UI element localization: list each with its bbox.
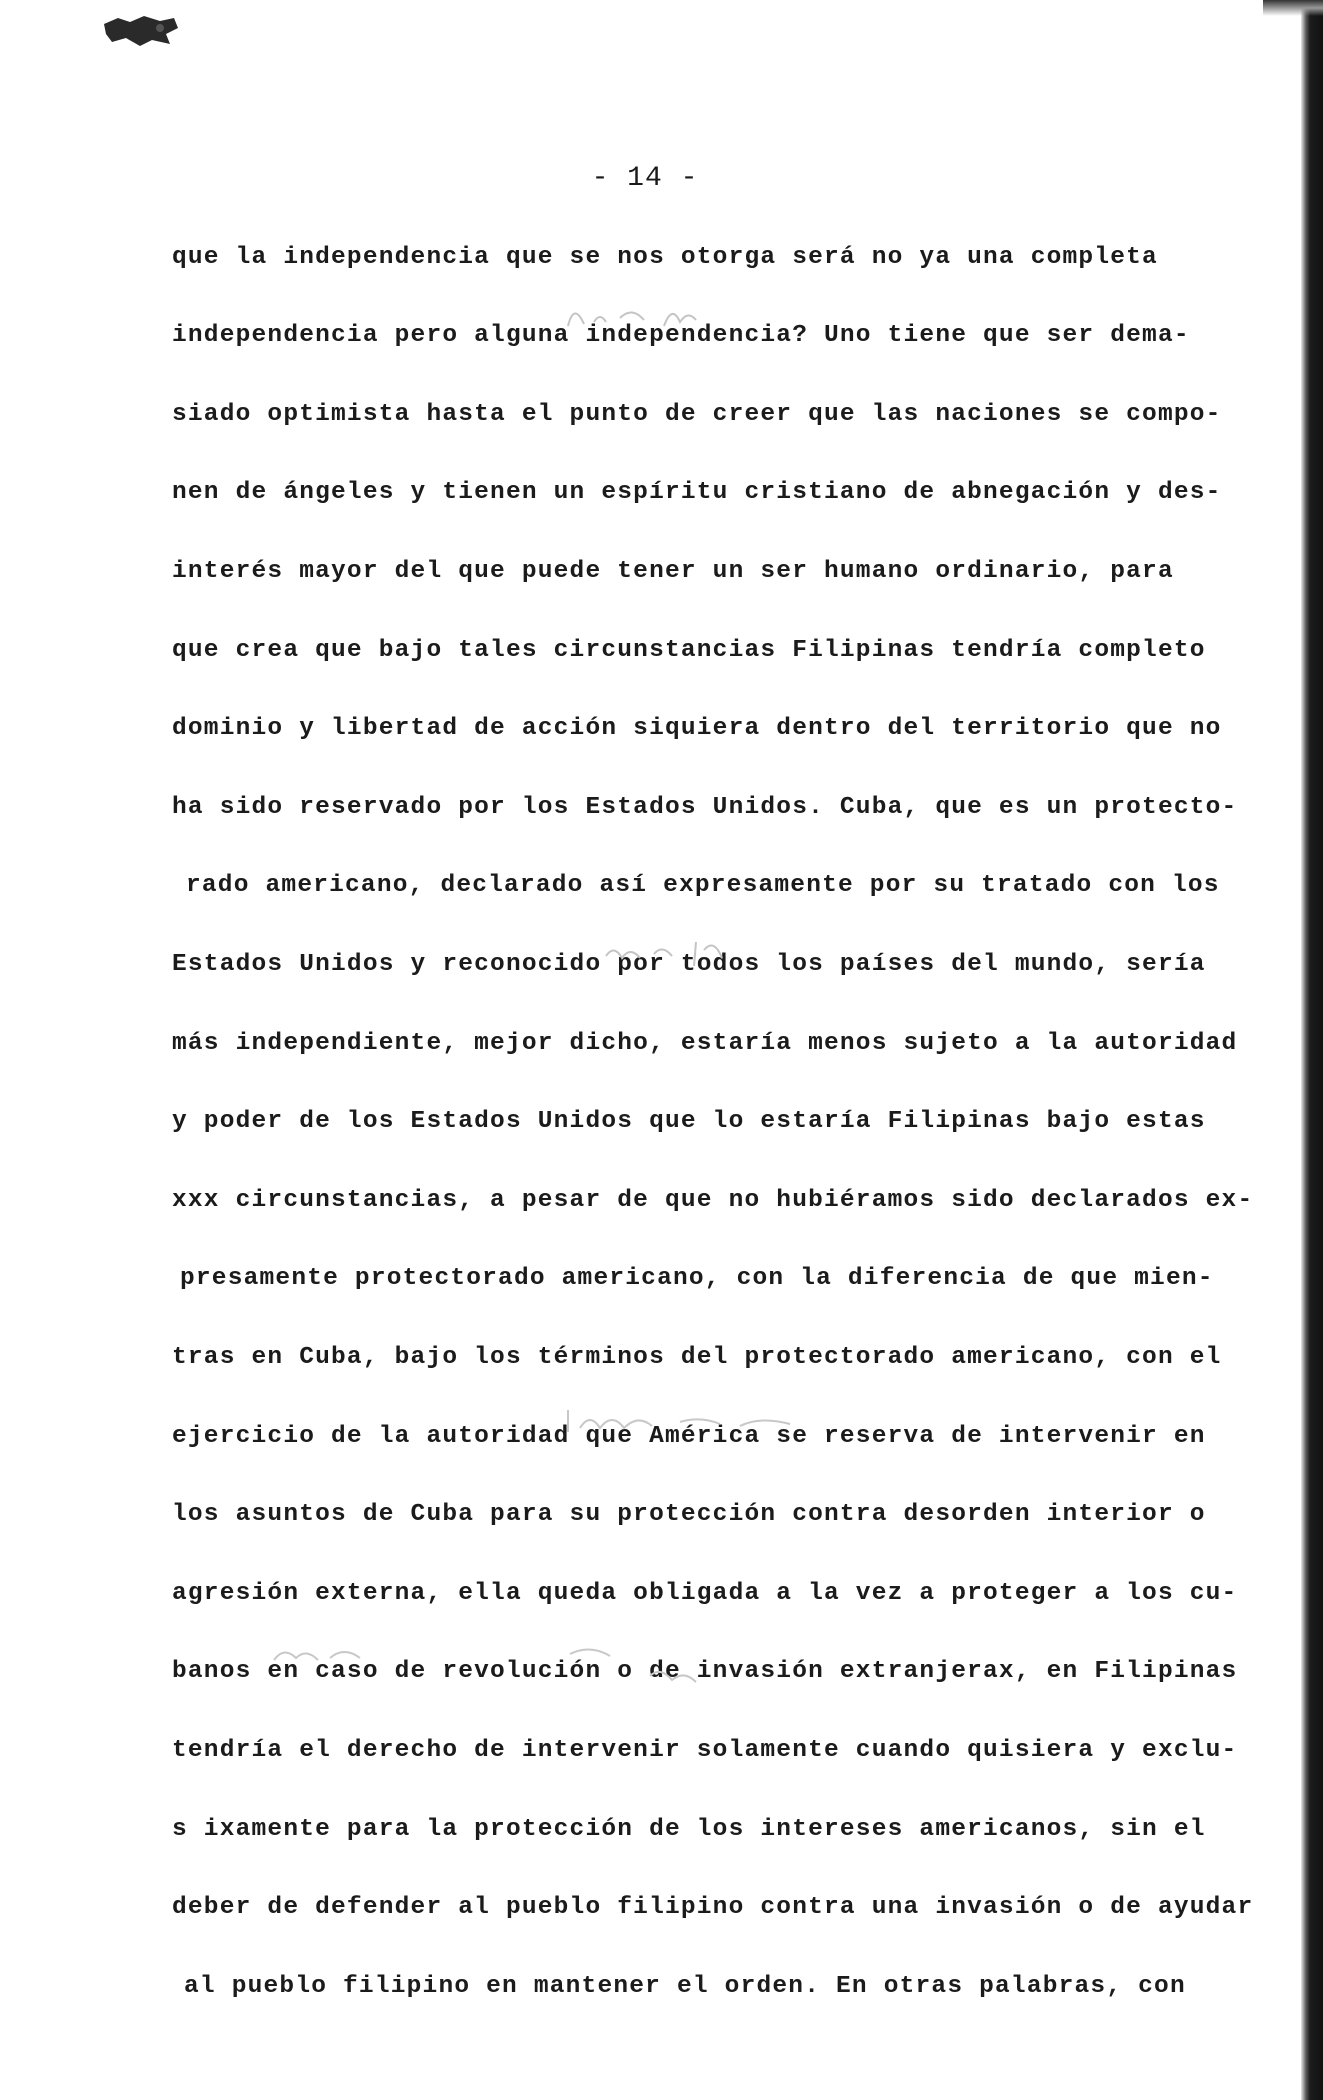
pencil-annotation-mark (600, 932, 750, 972)
text-line: rado americano, declarado así expresamente por su tratado con los (186, 872, 1220, 899)
page-number: - 14 - (591, 163, 699, 194)
text-line: los asuntos de Cuba para su protección contra desorden interior o (172, 1501, 1206, 1528)
text-line: Estados Unidos y reconocido por todos los países del mundo, sería (172, 951, 1206, 978)
text-line: xxx circunstancias, a pesar de que no hubiéramos sido declarados ex- (172, 1187, 1254, 1214)
ink-smudge-mark (100, 14, 180, 48)
text-line: interés mayor del que puede tener un ser humano ordinario, para (172, 558, 1174, 585)
text-line: al pueblo filipino en mantener el orden. En otras palabras, con (184, 1973, 1186, 2000)
text-line: s ixamente para la protección de los intereses americanos, sin el (172, 1816, 1206, 1843)
pencil-annotation-mark (270, 1640, 710, 1700)
page-edge-shadow (1301, 0, 1323, 2100)
text-line: ha sido reservado por los Estados Unidos. Cuba, que es un protecto- (172, 794, 1238, 821)
pencil-annotation-mark (560, 1402, 840, 1442)
text-line: deber de defender al pueblo filipino contra una invasión o de ayudar (172, 1894, 1254, 1921)
text-line: agresión externa, ella queda obligada a la vez a proteger a los cu- (172, 1580, 1238, 1607)
text-line: banos en caso de revolución o de invasión extranjerax, en Filipinas (172, 1658, 1238, 1685)
text-line: presamente protectorado americano, con la diferencia de que mien- (180, 1265, 1214, 1292)
text-line: que la independencia que se nos otorga será no ya una completa (172, 244, 1158, 271)
text-line: tendría el derecho de intervenir solamente cuando quisiera y exclu- (172, 1737, 1238, 1764)
text-line: nen de ángeles y tienen un espíritu cristiano de abnegación y des- (172, 479, 1222, 506)
text-line: siado optimista hasta el punto de creer que las naciones se compo- (172, 401, 1222, 428)
text-line: que crea que bajo tales circunstancias Filipinas tendría completo (172, 637, 1206, 664)
text-line: ejercicio de la autoridad que América se reserva de intervenir en (172, 1423, 1206, 1450)
pencil-annotation-mark (560, 296, 720, 336)
text-line: y poder de los Estados Unidos que lo estaría Filipinas bajo estas (172, 1108, 1206, 1135)
text-line: independencia pero alguna independencia? Uno tiene que ser dema- (172, 322, 1190, 349)
text-line: más independiente, mejor dicho, estaría menos sujeto a la autoridad (172, 1030, 1238, 1057)
page-corner-shadow (1263, 0, 1323, 16)
text-line: tras en Cuba, bajo los términos del protectorado americano, con el (172, 1344, 1222, 1371)
text-line: dominio y libertad de acción siquiera dentro del territorio que no (172, 715, 1222, 742)
